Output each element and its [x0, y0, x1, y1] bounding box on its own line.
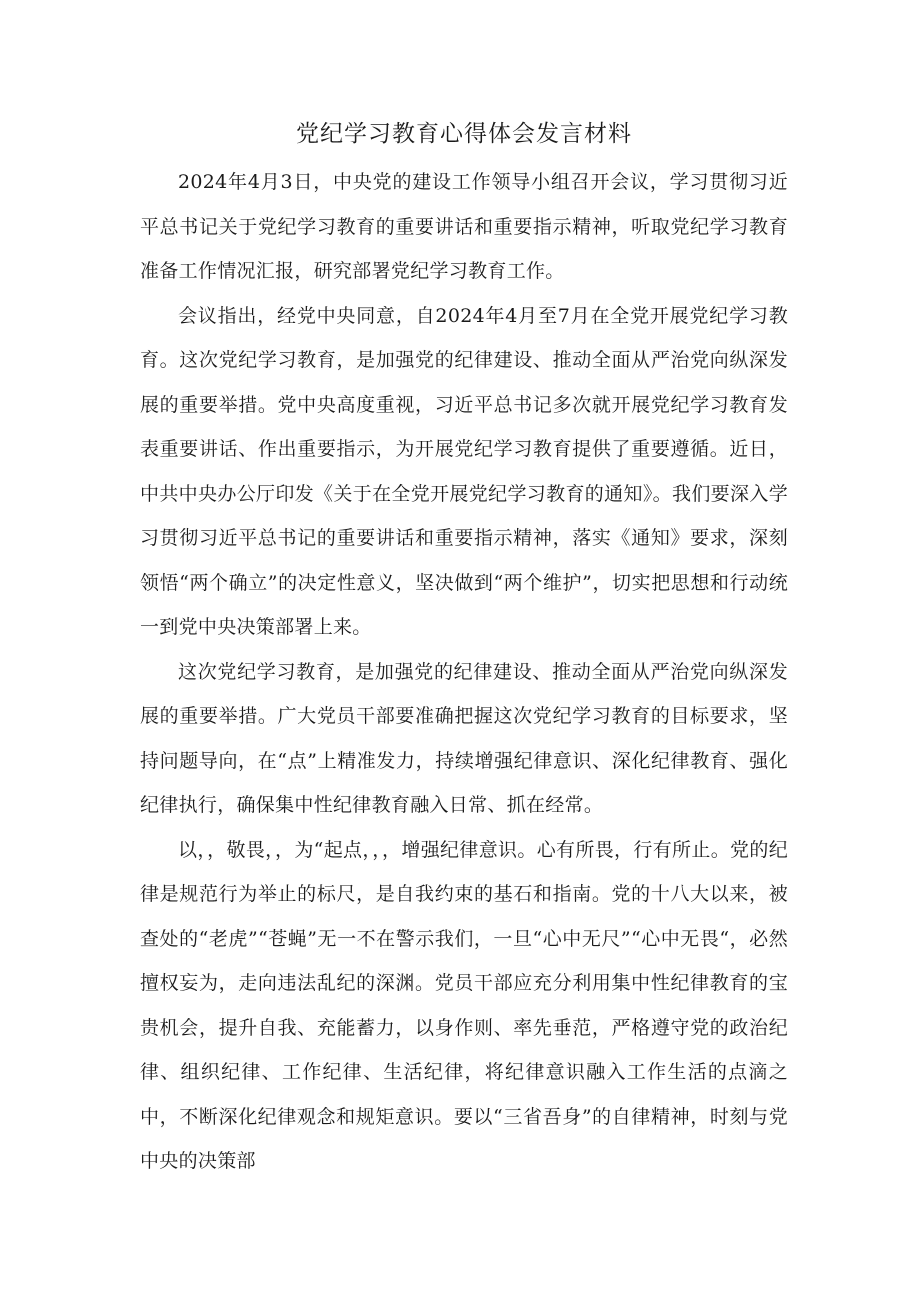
paragraph-meeting-points: 会议指出，经党中央同意，自2024年4月至7月在全党开展党纪学习教育。这次党纪学习教育，是加强党的纪律建设、推动全面从严治党向纵深发展的重要举措。党中央高度重视，习近平总书记多次就开展党纪学习教育发表重要讲话、作出重要指示，为开展党纪学习教育提供了重要遵循。近日，中共中央办公厅印发《关于在全党开展党纪学习教育的通知》。我们要深入学习贯彻习近平总书记的重要讲话和重要指示精神，落实《通知》要求，深刻领悟“两个确立”的决定性意义，坚决做到“两个维护”，切实把思想和行动统一到党中央决策部署上来。: [140, 304, 788, 638]
paragraph-meeting-date: 2024年4月3日，中央党的建设工作领导小组召开会议，学习贯彻习近平总书记关于党纪学习教育的重要讲话和重要指示精神，听取党纪学习教育准备工作情况汇报，研究部署党纪学习教育工作。: [140, 171, 788, 282]
document-title: 党纪学习教育心得体会发言材料: [296, 121, 632, 147]
paragraph-important-measure: 这次党纪学习教育，是加强党的纪律建设、推动全面从严治党向纵深发展的重要举措。广大党员干部要准确把握这次党纪学习教育的目标要求，坚持问题导向，在“点”上精准发力，持续增强纪律意识、深化纪律教育、强化纪律执行，确保集中性纪律教育融入日常、抓在经常。: [140, 660, 788, 816]
paragraph-discipline-awareness: 以，，敬畏，，为“起点，，，增强纪律意识。心有所畏，行有所止。党的纪律是规范行为举止的标尺，是自我约束的基石和指南。党的十八大以来，被查处的“老虎”“苍蝇”无一不在警示我们，一旦“心中无尺”“心中无畏“，必然擅权妄为，走向违法乱纪的深渊。党员干部应充分利用集中性纪律教育的宝贵机会，提升自我、充能蓄力，以身作则、率先垂范，严格遵守党的政治纪律、组织纪律、工作纪律、生活纪律，将纪律意识融入工作生活的点滴之中，不断深化纪律观念和规矩意识。要以“三省吾身”的自律精神，时刻与党中央的决策部: [140, 838, 788, 1172]
